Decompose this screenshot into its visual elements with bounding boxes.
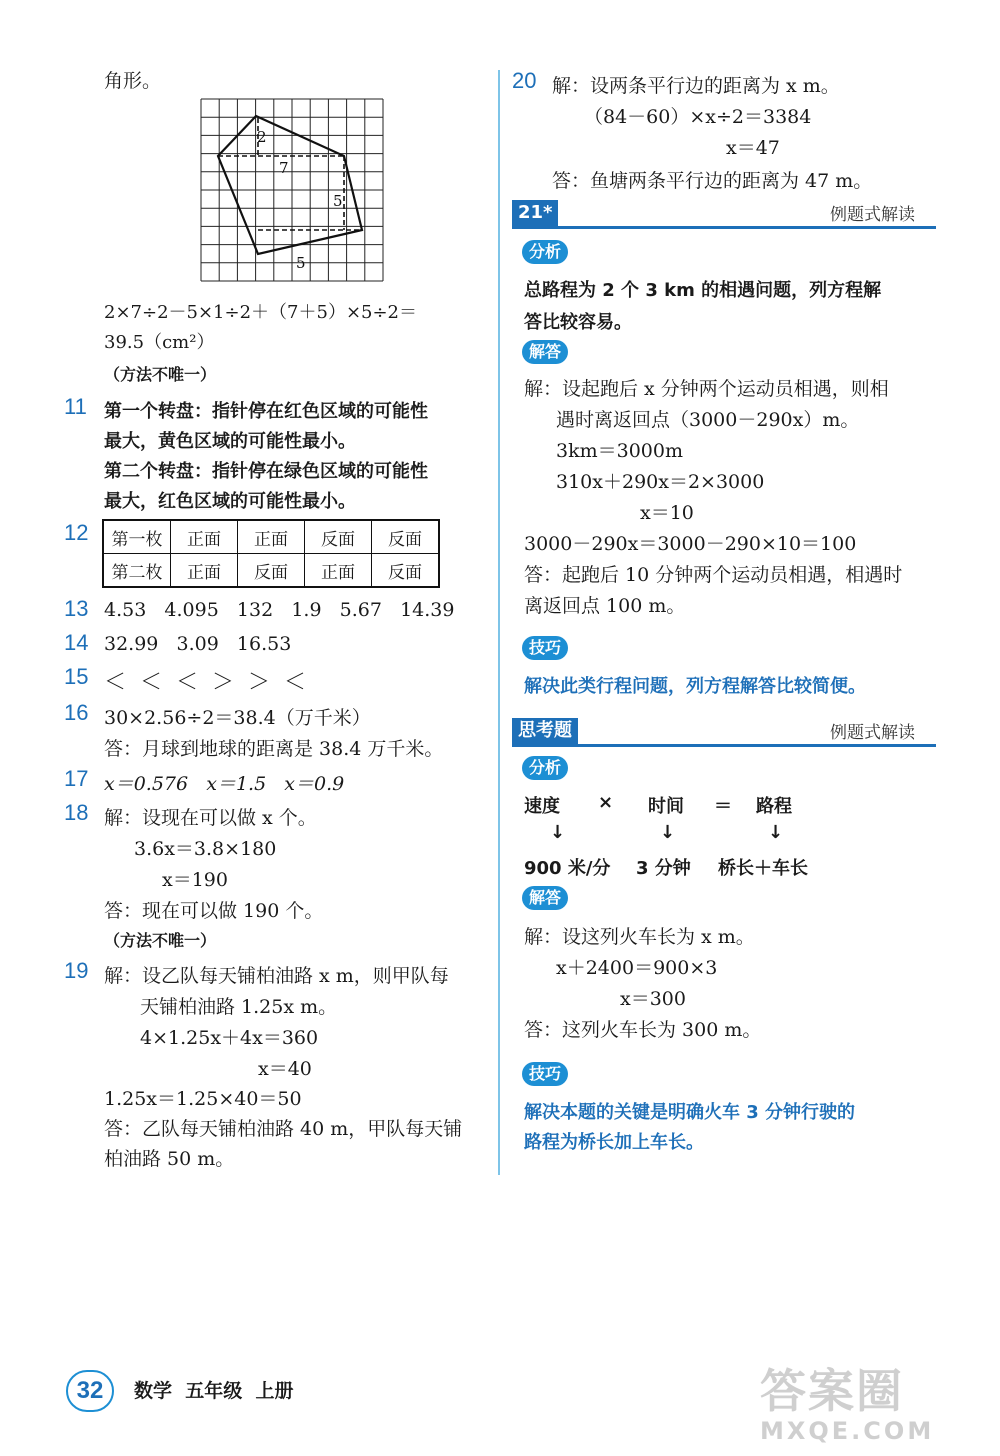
method-note-2: （方法不唯一） [104,931,217,950]
watermark [760,1355,934,1445]
think-answer-tag: 解答 [522,886,568,910]
q20-line-1: 解：设两条平行边的距离为 x m。 [552,75,840,97]
arrow-icon: ↓ [768,822,784,843]
table-cell: 反面 [372,554,440,588]
formula-line-1: 2×7÷2－5×1÷2＋（7＋5）×5÷2＝ [104,302,418,323]
q20-line-2: （84－60）×x÷2＝3384 [584,106,812,128]
q21-analysis-tag: 分析 [522,240,568,264]
table-cell: 第一枚 [103,520,171,554]
q18-line-1: 解：设现在可以做 x 个。 [104,807,317,829]
q21-line-6: 3000－290x＝3000－290×10＝100 [524,533,857,555]
q21-line-2: 遇时离返回点（3000－290x）m。 [556,409,860,431]
think-right-label: 例题式解读 [830,723,915,743]
q19-line-1: 解：设乙队每天铺柏油路 x m，则甲队每 [104,965,449,987]
q21-analysis-2: 答比较容易。 [524,312,632,333]
q19-line-3: 4×1.25x＋4x＝360 [140,1027,319,1049]
think-analysis-tag: 分析 [522,756,568,780]
grid-label-b: 7 [279,159,289,177]
q17-answers: x＝0.576 x＝1.5 x＝0.9 [104,773,345,795]
q11-line-2: 最大，黄色区域的可能性最小。 [104,431,356,452]
q15-number: 15 [64,664,89,689]
q21-tip-tag: 技巧 [522,636,568,660]
footer-book-title: 数学 五年级 上册 [134,1380,294,1402]
coin-table [102,519,440,588]
q21-line-1: 解：设起跑后 x 分钟两个运动员相遇，则相 [524,378,889,400]
q21-label: 21* [512,200,558,226]
pentagon-shape [218,116,362,254]
q21-line-8: 离返回点 100 m。 [524,595,686,617]
table-cell: 正面 [171,520,238,554]
think-r1-b: × [598,792,614,813]
think-line-3: x＝300 [620,988,686,1010]
table-cell: 反面 [305,520,372,554]
q18-line-3: x＝190 [162,869,228,891]
think-bar-line [512,744,936,747]
q19-number: 19 [64,958,89,983]
q16-line-2: 答：月球到地球的距离是 38.4 万千米。 [104,738,444,760]
q11-line-3: 第二个转盘：指针停在绿色区域的可能性 [104,461,428,482]
q16-line-1: 30×2.56÷2＝38.4（万千米） [104,707,371,729]
table-cell: 第二枚 [103,554,171,588]
q17-number: 17 [64,766,89,791]
think-line-4: 答：这列火车长为 300 m。 [524,1019,762,1041]
think-tip-2: 路程为桥长加上车长。 [524,1132,704,1153]
grid-label-a: 2 [257,128,267,146]
q14-answers: 32.99 3.09 16.53 [104,633,292,655]
q13-answers: 4.53 4.095 132 1.9 5.67 14.39 [104,599,455,621]
watermark-bottom: MXQE.COM [760,1417,935,1445]
q18-line-2: 3.6x＝3.8×180 [134,838,277,860]
intro-text: 角形。 [104,70,162,92]
table-row [103,520,439,554]
think-r1-c: 时间 [648,796,684,817]
table-cell: 正面 [171,554,238,588]
q19-line-6: 答：乙队每天铺柏油路 40 m，甲队每天铺 [104,1118,463,1140]
q19-line-4: x＝40 [258,1058,312,1080]
q19-line-7: 柏油路 50 m。 [104,1148,235,1170]
table-cell: 正面 [238,520,305,554]
q21-line-3: 3km＝3000m [556,440,683,462]
think-r1-d: ＝ [714,796,732,817]
q11-line-4: 最大，红色区域的可能性最小。 [104,491,356,512]
column-divider [498,70,500,1175]
think-r1-e: 路程 [756,796,792,817]
q19-line-2: 天铺柏油路 1.25x m。 [140,996,338,1018]
think-line-1: 解：设这列火车长为 x m。 [524,926,755,948]
q12-number: 12 [64,520,89,545]
table-cell: 反面 [238,554,305,588]
q16-number: 16 [64,700,89,725]
q21-tip: 解决此类行程问题，列方程解答比较简便。 [524,676,866,697]
q21-line-4: 310x＋290x＝2×3000 [556,471,765,493]
think-r2-b: 3 分钟 [636,858,691,879]
q20-line-3: x＝47 [726,137,780,159]
q18-number: 18 [64,800,89,825]
q18-line-4: 答：现在可以做 190 个。 [104,900,324,922]
grid-diagram [200,98,384,286]
q13-number: 13 [64,596,89,621]
q21-analysis-1: 总路程为 2 个 3 km 的相遇问题，列方程解 [524,280,882,301]
q15-answers: ＜ ＜ ＜ ＞ ＞ ＜ [104,670,306,695]
q21-right-label: 例题式解读 [830,205,915,225]
think-label: 思考题 [512,718,578,744]
think-tip-tag: 技巧 [522,1062,568,1086]
q11-line-1: 第一个转盘：指针停在红色区域的可能性 [104,401,428,422]
watermark-top: 答案圈 [760,1364,904,1418]
page-number: 32 [66,1370,114,1412]
q14-number: 14 [64,630,89,655]
think-tip-1: 解决本题的关键是明确火车 3 分钟行驶的 [524,1102,856,1123]
q21-line-7: 答：起跑后 10 分钟两个运动员相遇，相遇时 [524,564,903,586]
grid-label-d: 5 [296,254,306,272]
q19-line-5: 1.25x＝1.25×40＝50 [104,1088,302,1110]
q20-number: 20 [512,68,537,93]
q11-number: 11 [64,394,87,419]
think-line-2: x＋2400＝900×3 [556,957,718,979]
table-cell: 正面 [305,554,372,588]
think-r2-c: 桥长＋车长 [718,858,808,879]
arrow-icon: ↓ [660,822,676,843]
method-note-1: （方法不唯一） [104,365,217,384]
q21-line-5: x＝10 [640,502,694,524]
q20-line-4: 答：鱼塘两条平行边的距离为 47 m。 [552,170,873,192]
think-r2-a: 900 米/分 [524,858,611,879]
think-r1-a: 速度 [524,796,560,817]
table-row [103,554,439,588]
q21-bar-line [512,226,936,229]
grid-label-c: 5 [333,192,343,210]
q21-answer-tag: 解答 [522,340,568,364]
formula-line-2: 39.5（cm²） [104,332,215,353]
table-cell: 反面 [372,520,440,554]
arrow-icon: ↓ [550,822,566,843]
